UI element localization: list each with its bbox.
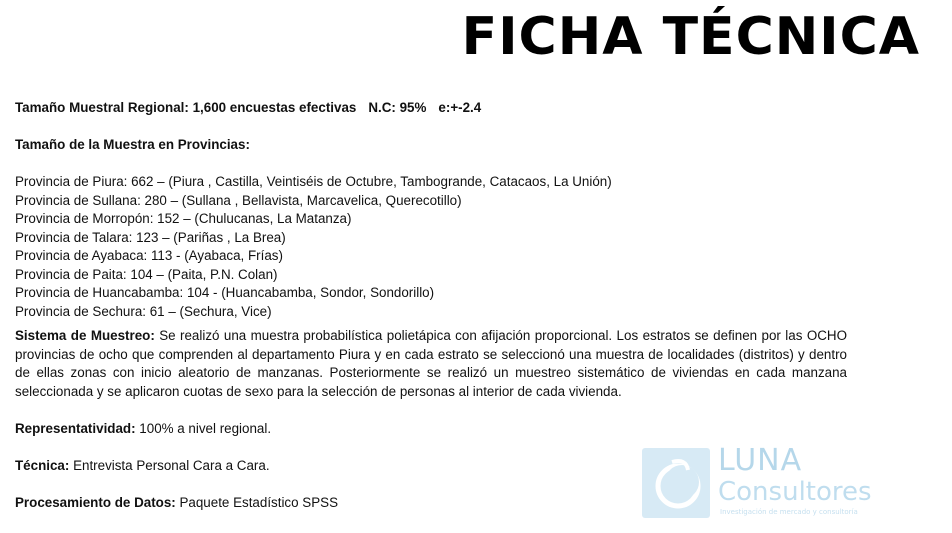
regional-sample-label: Tamaño Muestral Regional: 1,600 encuestas efectivas — [15, 100, 357, 115]
representativeness-text: 100% a nivel regional. — [139, 420, 272, 436]
technique-text: Entrevista Personal Cara a Cara. — [73, 457, 270, 473]
confidence-level: N.C: 95% — [368, 100, 427, 115]
provinces-heading: Tamaño de la Muestra en Provincias: — [15, 137, 250, 152]
logo-subtitle: Consultores — [718, 477, 872, 507]
regional-sample-size — [15, 99, 847, 118]
margin-of-error: e:+-2.4 — [438, 100, 482, 115]
province-line-sullana: Provincia de Sullana: 280 – (Sullana , Bellavista, Marcavelica, Querecotillo) — [15, 192, 462, 208]
logo-name: LUNA — [718, 443, 803, 478]
luna-consultores-logo — [642, 443, 882, 518]
representativeness-label: Representatividad: — [15, 420, 136, 436]
province-line-piura: Provincia de Piura: 662 – (Piura , Castilla, Veintiséis de Octubre, Tambogrande, Catacaos, La Unión) — [15, 174, 612, 189]
data-processing-text: Paquete Estadístico SPSS — [179, 494, 339, 510]
luna-logo-icon — [642, 448, 710, 518]
technique-label: Técnica: — [15, 457, 70, 473]
sampling-system — [15, 327, 847, 401]
province-line-ayabaca: Provincia de Ayabaca: 113 - (Ayabaca, Frías) — [15, 248, 283, 263]
logo-tagline: Investigación de mercado y consultoría — [720, 508, 858, 516]
sampling-system-label: Sistema de Muestreo: — [15, 328, 155, 343]
province-line-morropon: Provincia de Morropón: 152 – (Chulucanas, La Matanza) — [15, 211, 352, 226]
sampling-system-text: Se realizó una muestra probabilística polietápica con afijación proporcional. Los estratos se definen por las OCHO provincias de ocho que comprenden al departamento Piura y en cada estrato se seleccionó una muestra de localidades (distritos) y dentro de ellas zonas con inicio aleatorio de manzanas. Posteriormente se realizó un muestreo sistemático de viviendas en cada manzana seleccionada y se aplicaron cuotas de sexo para la selección de personas al interior de cada vivienda. — [15, 328, 847, 399]
data-processing-label: Procesamiento de Datos: — [15, 494, 176, 510]
province-line-paita: Provincia de Paita: 104 – (Paita, P.N. Colan) — [15, 266, 278, 282]
province-line-talara: Provincia de Talara: 123 – (Pariñas , La Brea) — [15, 229, 286, 245]
province-line-huancabamba: Provincia de Huancabamba: 104 - (Huancabamba, Sondor, Sondorillo) — [15, 285, 435, 300]
page-title: FICHA TÉCNICA — [461, 7, 920, 67]
representativeness — [15, 420, 847, 439]
province-line-sechura: Provincia de Sechura: 61 – (Sechura, Vice) — [15, 303, 272, 319]
